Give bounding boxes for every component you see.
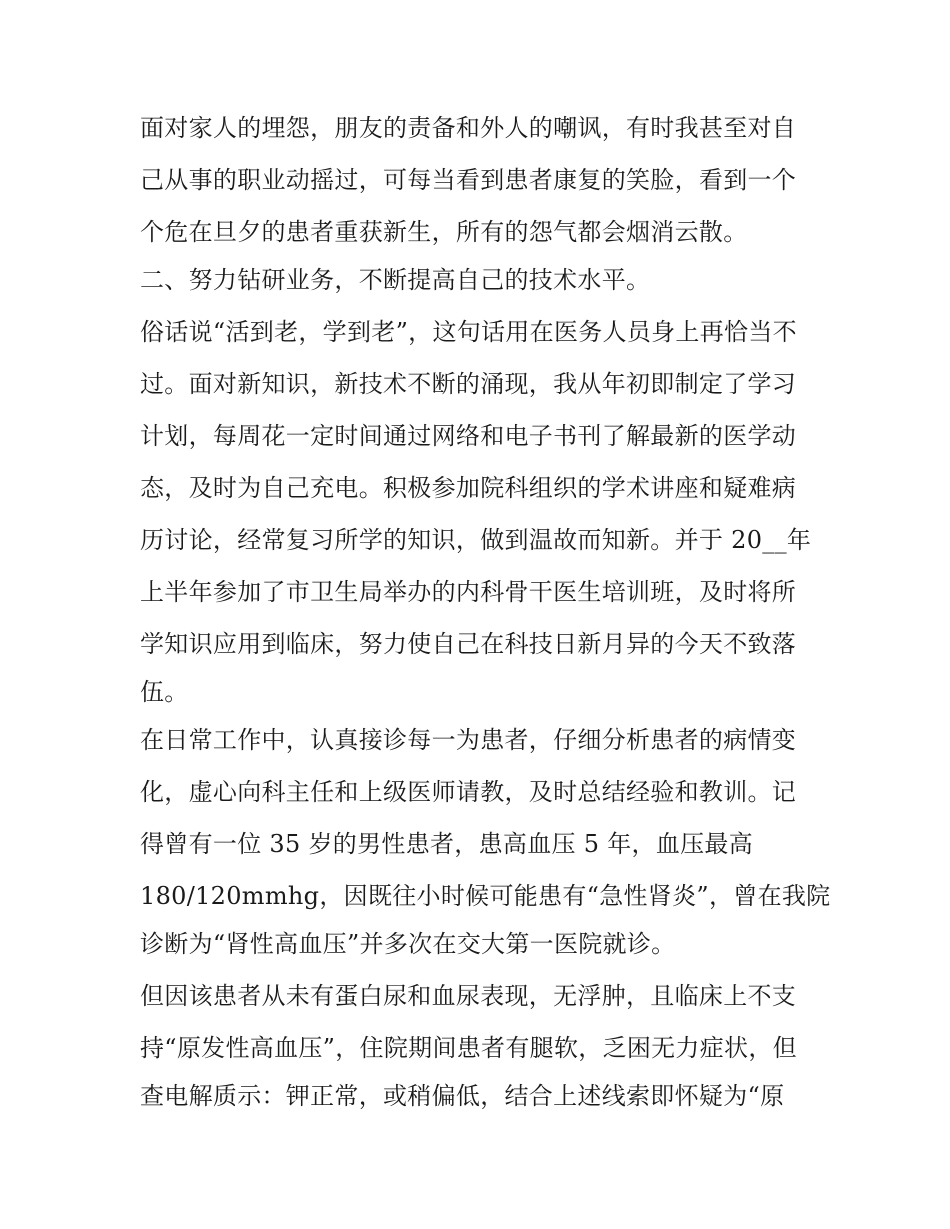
text-line: 化，虚心向科主任和上级医师请教，及时总结经验和教训。记 [140,778,797,806]
text-line: 个危在旦夕的患者重获新生，所有的怨气都会烟消云散。 [140,218,748,246]
text-line: 上半年参加了市卫生局举办的内科骨干医生培训班，及时将所 [140,578,797,606]
text-line: 诊断为“肾性高血压”并多次在交大第一医院就诊。 [140,930,676,958]
text-line: 得曾有一位 35 岁的男性患者，患高血压 5 年，血压最高 [140,830,754,858]
text-line: 历讨论，经常复习所学的知识，做到温故而知新。并于 20__年 [140,526,812,554]
section-heading: 二、努力钻研业务，不断提高自己的技术水平。 [140,266,651,294]
text-line: 180/120mmhg，因既往小时候可能患有“急性肾炎”，曾在我院 [140,882,831,910]
text-line: 学知识应用到临床，努力使自己在科技日新月异的今天不致落 [140,630,797,658]
text-line: 过。面对新知识，新技术不断的涌现，我从年初即制定了学习 [140,370,797,398]
text-line: 计划，每周花一定时间通过网络和电子书刊了解最新的医学动 [140,422,797,450]
text-line: 伍。 [140,678,189,706]
text-line: 在日常工作中，认真接诊每一为患者，仔细分析患者的病情变 [140,726,797,754]
text-line: 持“原发性高血压”，住院期间患者有腿软，乏困无力症状，但 [140,1034,797,1062]
text-line: 俗话说“活到老，学到老”，这句话用在医务人员身上再恰当不 [140,318,797,346]
text-line: 面对家人的埋怨，朋友的责备和外人的嘲讽，有时我甚至对自 [140,114,797,142]
text-line: 态，及时为自己充电。积极参加院科组织的学术讲座和疑难病 [140,474,797,502]
text-line: 查电解质示：钾正常，或稍偏低，结合上述线索即怀疑为“原 [140,1082,785,1110]
text-line: 但因该患者从未有蛋白尿和血尿表现，无浮肿，且临床上不支 [140,982,797,1010]
text-line: 己从事的职业动摇过，可每当看到患者康复的笑脸，看到一个 [140,166,797,194]
